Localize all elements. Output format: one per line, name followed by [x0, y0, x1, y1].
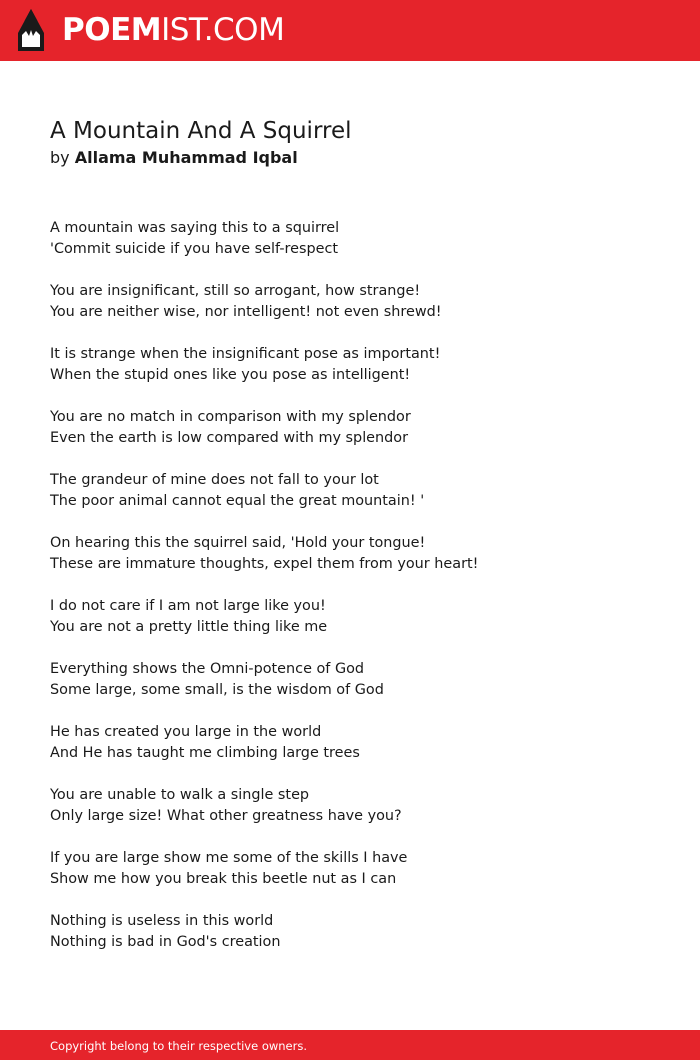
poem-line: And He has taught me climbing large trees [50, 745, 360, 761]
poem-line: You are insignificant, still so arrogant, how strange! [50, 283, 421, 299]
poem-line: These are immature thoughts, expel them from your heart! [50, 556, 479, 572]
poem-line: I do not care if I am not large like you! [50, 598, 326, 614]
poem-line: It is strange when the insignificant pose as important! [50, 346, 441, 362]
poem-line: When the stupid ones like you pose as intelligent! [50, 367, 411, 383]
poem-line: If you are large show me some of the skills I have [50, 850, 408, 866]
poem-line: The poor animal cannot equal the great mountain! ' [50, 493, 425, 509]
poem-title: A Mountain And A Squirrel [50, 118, 352, 144]
stanza [50, 533, 660, 575]
poem-line: Nothing is bad in God's creation [50, 934, 281, 950]
stanza [50, 470, 660, 512]
poem-line: You are not a pretty little thing like me [50, 619, 328, 635]
poem-line: You are neither wise, nor intelligent! not even shrewd! [50, 304, 442, 320]
poem-line: Some large, some small, is the wisdom of God [50, 682, 384, 698]
site-header [0, 0, 700, 61]
stanza [50, 785, 660, 827]
poem-line: He has created you large in the world [50, 724, 322, 740]
poem-line: Show me how you break this beetle nut as I can [50, 871, 397, 887]
poem-line: A mountain was saying this to a squirrel [50, 220, 340, 236]
poem-line: You are no match in comparison with my splendor [50, 409, 411, 425]
brand-light: IST.COM [161, 12, 285, 48]
poem-body [50, 218, 660, 953]
by-label: by [50, 148, 70, 167]
brand-bold: POEM [62, 12, 162, 48]
stanza [50, 848, 660, 890]
poem-line: On hearing this the squirrel said, 'Hold your tongue! [50, 535, 426, 551]
stanza [50, 911, 660, 953]
stanza [50, 659, 660, 701]
stanza [50, 281, 660, 323]
stanza [50, 344, 660, 386]
poem-line: 'Commit suicide if you have self-respect [50, 241, 339, 257]
poem-line: You are unable to walk a single step [50, 787, 310, 803]
poem-line: Everything shows the Omni-potence of God [50, 661, 365, 677]
site-footer [0, 1030, 700, 1060]
poem-line: Only large size! What other greatness have you? [50, 808, 402, 824]
poem-line: Nothing is useless in this world [50, 913, 274, 929]
pencil-tip-icon[interactable] [18, 9, 44, 51]
site-logo[interactable] [62, 11, 284, 49]
poem-line: Even the earth is low compared with my splendor [50, 430, 409, 446]
poem-byline [50, 147, 660, 169]
copyright-text: Copyright belong to their respective owners. [50, 1039, 308, 1053]
stanza [50, 722, 660, 764]
poem-content [50, 115, 660, 974]
stanza [50, 596, 660, 638]
stanza [50, 407, 660, 449]
author-name[interactable]: Allama Muhammad Iqbal [74, 148, 298, 167]
stanza [50, 218, 660, 260]
poem-line: The grandeur of mine does not fall to your lot [50, 472, 379, 488]
